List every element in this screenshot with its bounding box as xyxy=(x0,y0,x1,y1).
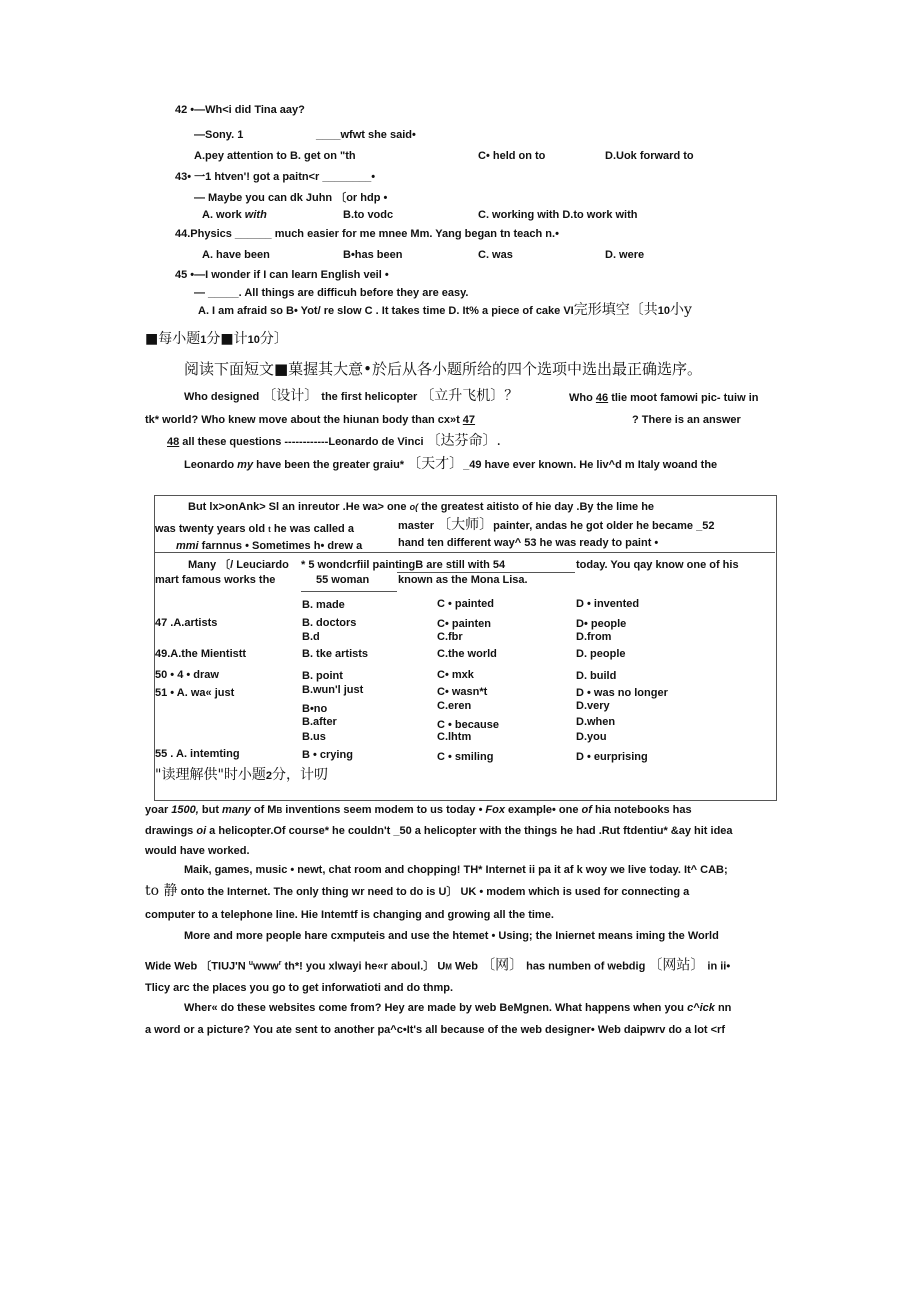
p2l8-b: u xyxy=(248,960,254,967)
opt-1-d: D• people xyxy=(576,618,627,630)
p2l1-j: of xyxy=(581,804,592,816)
p2l8-i: has numben of webdig xyxy=(523,960,649,973)
p2l10-c: nn xyxy=(714,1002,732,1014)
box-row-5c: known as the Mona Lisa. xyxy=(398,574,528,586)
q42-blank: ____wfwt she said• xyxy=(316,129,416,141)
q42-option-c: C• held on to xyxy=(478,150,546,162)
passage2-line-5 xyxy=(145,884,689,899)
p3-c: 〔达芬命〕. xyxy=(426,433,502,449)
opt-9-d: D.you xyxy=(576,731,607,743)
p2l8-k: in ii• xyxy=(704,960,731,973)
p2l1-k: hia notebooks has xyxy=(591,804,692,816)
q44-option-b: B•has been xyxy=(343,249,403,261)
p2l1-f: B xyxy=(276,806,283,815)
p3-b: all these questions ------------Leonardo de Vinci xyxy=(179,436,427,448)
p2l8-a: Wide Web 〔TIUJ'N xyxy=(145,960,249,973)
passage-line-2-end: ? There is an answer xyxy=(632,414,741,426)
passage2-line-7: More and more people hare cxmputeis and use the htemet • Using; the Iniernet means iming the World xyxy=(184,930,719,942)
opt-1-b: B. doctors xyxy=(302,617,357,629)
passage2-line-8 xyxy=(145,957,730,975)
p2l1-d: many xyxy=(222,804,251,816)
p2l5-a: to 静 xyxy=(145,883,178,899)
q44-option-d: D. were xyxy=(605,249,645,261)
opt-10-num: 55 . A. intemting xyxy=(155,748,240,760)
section-scoring-c: 分■计 xyxy=(206,331,248,347)
p2l1-a: yoar xyxy=(145,804,172,816)
p2l2-a: drawings xyxy=(145,825,197,837)
q45-options-text: A. I am afraid so B• Yot/ re slow C . It takes time D. It% a piece of cake VI xyxy=(198,305,574,317)
box-r2-c: master xyxy=(398,520,438,532)
opt-0-b: B. made xyxy=(302,599,345,611)
box-r3-b: farnnus • Sometimes h• drew a xyxy=(198,540,363,552)
opt-3-c: C.the world xyxy=(437,648,497,660)
opt-4-c: C• mxk xyxy=(437,669,474,681)
opt-9-c: C.lhtm xyxy=(437,731,472,743)
opt-1-c: C• painten xyxy=(437,618,491,630)
q44-option-a: A. have been xyxy=(202,249,270,261)
box-row-1 xyxy=(188,500,654,514)
passage2-line-4: Maik, games, music • newt, chat room and chopping! TH* Internet ii pa it af k woy we live today. It^ CAB; xyxy=(184,864,728,876)
box-footer-c: 分，计叨 xyxy=(272,767,329,783)
opt-9-b: B.us xyxy=(302,731,326,743)
box-row-4a: Many 〔/ Leuciardo xyxy=(188,559,289,571)
q45-stem: 45 •—I wonder if I can learn English veil • xyxy=(175,269,389,281)
q45-options xyxy=(198,303,692,318)
box-row-5a: mart famous works the xyxy=(155,574,276,586)
box-row-2a xyxy=(155,522,354,537)
blank-48: 48 xyxy=(167,436,180,448)
opt-8-b: B.after xyxy=(302,716,337,728)
p2l5-b: onto the Internet. The only thing wr need to do is U〕 UK • modem which is used for connecting a xyxy=(177,886,690,898)
opt-8-c: C • because xyxy=(437,719,499,731)
opt-6-c: C.eren xyxy=(437,700,472,712)
p2l1-c: but xyxy=(198,804,223,816)
opt-10-c: C • smiling xyxy=(437,751,494,763)
passage2-line-1 xyxy=(145,803,692,818)
section-title-num: 10 xyxy=(657,305,670,317)
box-r2-b: he was called a xyxy=(270,523,354,535)
passage2-line-2 xyxy=(145,824,733,838)
box-footer-a: "读理解供"时小题 xyxy=(155,767,266,783)
opt-10-d: D • eurprising xyxy=(576,751,648,763)
section-title-cn2: 小y xyxy=(670,302,692,318)
passage-line-1-end xyxy=(569,391,758,405)
passage2-line-11: a word or a picture? You ate sent to another pa^c•It's all because of the web designer• Web daipwrv do a lot <rf xyxy=(145,1024,725,1036)
q42-stem: 42 •—Wh<i did Tina aay? xyxy=(175,104,305,116)
box-r1-b: the greatest aitisto of hie day .By the lime he xyxy=(418,501,655,513)
opt-3-b: B. tke artists xyxy=(302,648,369,660)
p2l8-e: th*! you xlwayi he«r aboul.〕 U xyxy=(281,960,446,973)
passage2-line-10 xyxy=(184,1001,731,1015)
box-r2-d: 〔大师〕 xyxy=(437,517,494,533)
opt-4-b: B. point xyxy=(302,670,343,682)
p1-c: the first helicopter xyxy=(318,391,421,403)
box-footer-b: 2 xyxy=(265,770,273,782)
p4-d: 〔天才〕 xyxy=(407,456,464,472)
opt-0-c: C • painted xyxy=(437,598,495,610)
p2l1-i: example• one xyxy=(504,804,582,816)
opt-1-num: 47 .A.artists xyxy=(155,617,218,629)
passage-line-4 xyxy=(184,457,717,472)
opt-5-d: D • was no longer xyxy=(576,687,668,699)
q43-stem: 43• 一1 htven'! got a paitn<r ________• xyxy=(175,171,376,183)
p2l8-j: 〔网站〕 xyxy=(648,957,705,974)
q44-option-c: C. was xyxy=(478,249,513,261)
opt-2-d: D.from xyxy=(576,631,612,643)
p2l10-a: Wher« do these websites come from? Hey are made by web BeMgnen. What happens when you xyxy=(184,1002,688,1014)
p1-g: tlie moot famowi pic- tuiw in xyxy=(608,392,759,404)
section-title-cn: 完形填空〔共 xyxy=(573,302,658,318)
p2l8-g: Web xyxy=(451,960,482,973)
opt-4-num: 50 • 4 • draw xyxy=(155,669,219,681)
p2l8-f: M xyxy=(445,962,452,972)
q43-dialog: — Maybe you can dk Juhn 〔or hdp • xyxy=(194,192,388,204)
section-scoring-a: ■每小题 xyxy=(145,331,201,347)
p1-e: Who xyxy=(569,392,596,404)
passage-line-1 xyxy=(184,389,518,404)
p2l2-b: oi xyxy=(196,825,207,837)
p2l10-b: c^ick xyxy=(687,1002,715,1014)
passage2-line-9: Tlicy arc the places you go to get inforwatioti and do thmp. xyxy=(145,982,454,994)
q42-option-d: D.Uok forward to xyxy=(605,150,694,162)
opt-10-b: B • crying xyxy=(302,749,353,761)
q44-stem: 44.Physics ______ much easier for me mnee Mm. Yang began tn teach n.• xyxy=(175,228,559,240)
p2l2-c: a helicopter.Of course* he couldn't _50 a helicopter with the things he had .Rut ftdentiu* &ay hit idea xyxy=(206,825,733,837)
p1-b: 〔设计〕 xyxy=(262,388,319,404)
box-row-2b xyxy=(398,518,714,533)
opt-2-c: C.fbr xyxy=(437,631,463,643)
passage2-line-6: computer to a telephone line. Hie Intemtf is changing and growing all the time. xyxy=(145,909,554,921)
p2l8-h: 〔网〕 xyxy=(481,957,524,974)
opt-8-d: D.when xyxy=(576,716,616,728)
opt-4-d: D. build xyxy=(576,670,617,682)
blank-46: 46 xyxy=(595,392,609,404)
opt-5-c: C• wasn*t xyxy=(437,686,488,698)
p1-a: Who designed xyxy=(184,391,263,403)
q42-dialog: —Sony. 1 xyxy=(194,129,244,141)
p1-d: 〔立升飞机〕？ xyxy=(420,388,519,404)
box-row-4c: today. You qay know one of his xyxy=(576,559,739,571)
box-r3-a: mmi xyxy=(176,540,199,552)
p2l8-d: r xyxy=(278,960,282,967)
box-row-5b: 55 woman xyxy=(316,574,370,586)
p2l1-e: of M xyxy=(250,804,277,816)
q43-option-a-italic: with xyxy=(244,209,267,221)
opt-5-b: B.wun'l just xyxy=(302,684,364,696)
p2-a: tk* world? Who knew move about the hiunan body than cx»t xyxy=(145,414,463,426)
p2l1-h: • Fox xyxy=(478,804,505,816)
opt-2-b: B.d xyxy=(302,631,320,643)
p4-c: have been the greater graiu* xyxy=(253,459,408,471)
blank-47: 47 xyxy=(462,414,476,426)
box-row-3a xyxy=(176,539,362,553)
section-scoring xyxy=(145,332,288,347)
p2l1-b: 1500, xyxy=(171,804,199,816)
p2l1-g: inventions seem modem to us today xyxy=(282,804,479,816)
section-scoring-d: 10 xyxy=(247,334,260,346)
passage2-line-3: would have worked. xyxy=(145,845,250,857)
p2l8-c: www xyxy=(253,960,279,973)
q43-option-a xyxy=(202,208,267,222)
opt-7-b: B•no xyxy=(302,703,328,715)
opt-0-d: D • invented xyxy=(576,598,640,610)
section-scoring-b: 1 xyxy=(200,334,207,346)
q45-dialog: — _____. All things are difficuh before they are easy. xyxy=(194,287,469,299)
q43-option-cd: C. working with D.to work with xyxy=(478,209,638,221)
opt-3-num: 49.A.the Mientistt xyxy=(155,648,247,660)
p4-a: Leonardo xyxy=(184,459,238,471)
opt-6-d: D.very xyxy=(576,700,610,712)
box-r1-s: o( xyxy=(409,502,419,512)
passage-line-3 xyxy=(167,434,501,449)
box-footer xyxy=(155,768,328,783)
section-instruction: 阅读下面短文■菓握其大意•於后从各小题所给的四个选项中选出最正确选序。 xyxy=(184,360,703,378)
box-r2-a: was twenty years old xyxy=(155,523,269,535)
q42-option-a: A.pey attention to B. get on "th xyxy=(194,150,356,162)
box-r1-a: But lx>onAnk> Sl an inreutor .He wa> one xyxy=(188,501,410,513)
box-row-4b: * 5 wondcrfiil paintingB are still with 54 xyxy=(301,559,506,571)
box-divider-short xyxy=(301,591,397,592)
box-r2-e: painter, andas he got older he became _52 xyxy=(493,520,715,532)
p4-e: _49 have ever known. He liv^d m Italy woand the xyxy=(463,459,718,471)
opt-5-num: 51 • A. wa« just xyxy=(155,687,235,699)
box-row-3b: hand ten different way^ 53 he was ready to paint • xyxy=(398,537,659,549)
q43-option-a-text: A. work xyxy=(202,209,245,221)
q43-option-b: B.to vodc xyxy=(343,209,394,221)
passage-line-2 xyxy=(145,413,475,427)
section-scoring-e: 分〕 xyxy=(259,331,288,347)
p4-b: my xyxy=(237,459,254,471)
box-r2-s: t xyxy=(268,525,271,534)
opt-3-d: D. people xyxy=(576,648,626,660)
